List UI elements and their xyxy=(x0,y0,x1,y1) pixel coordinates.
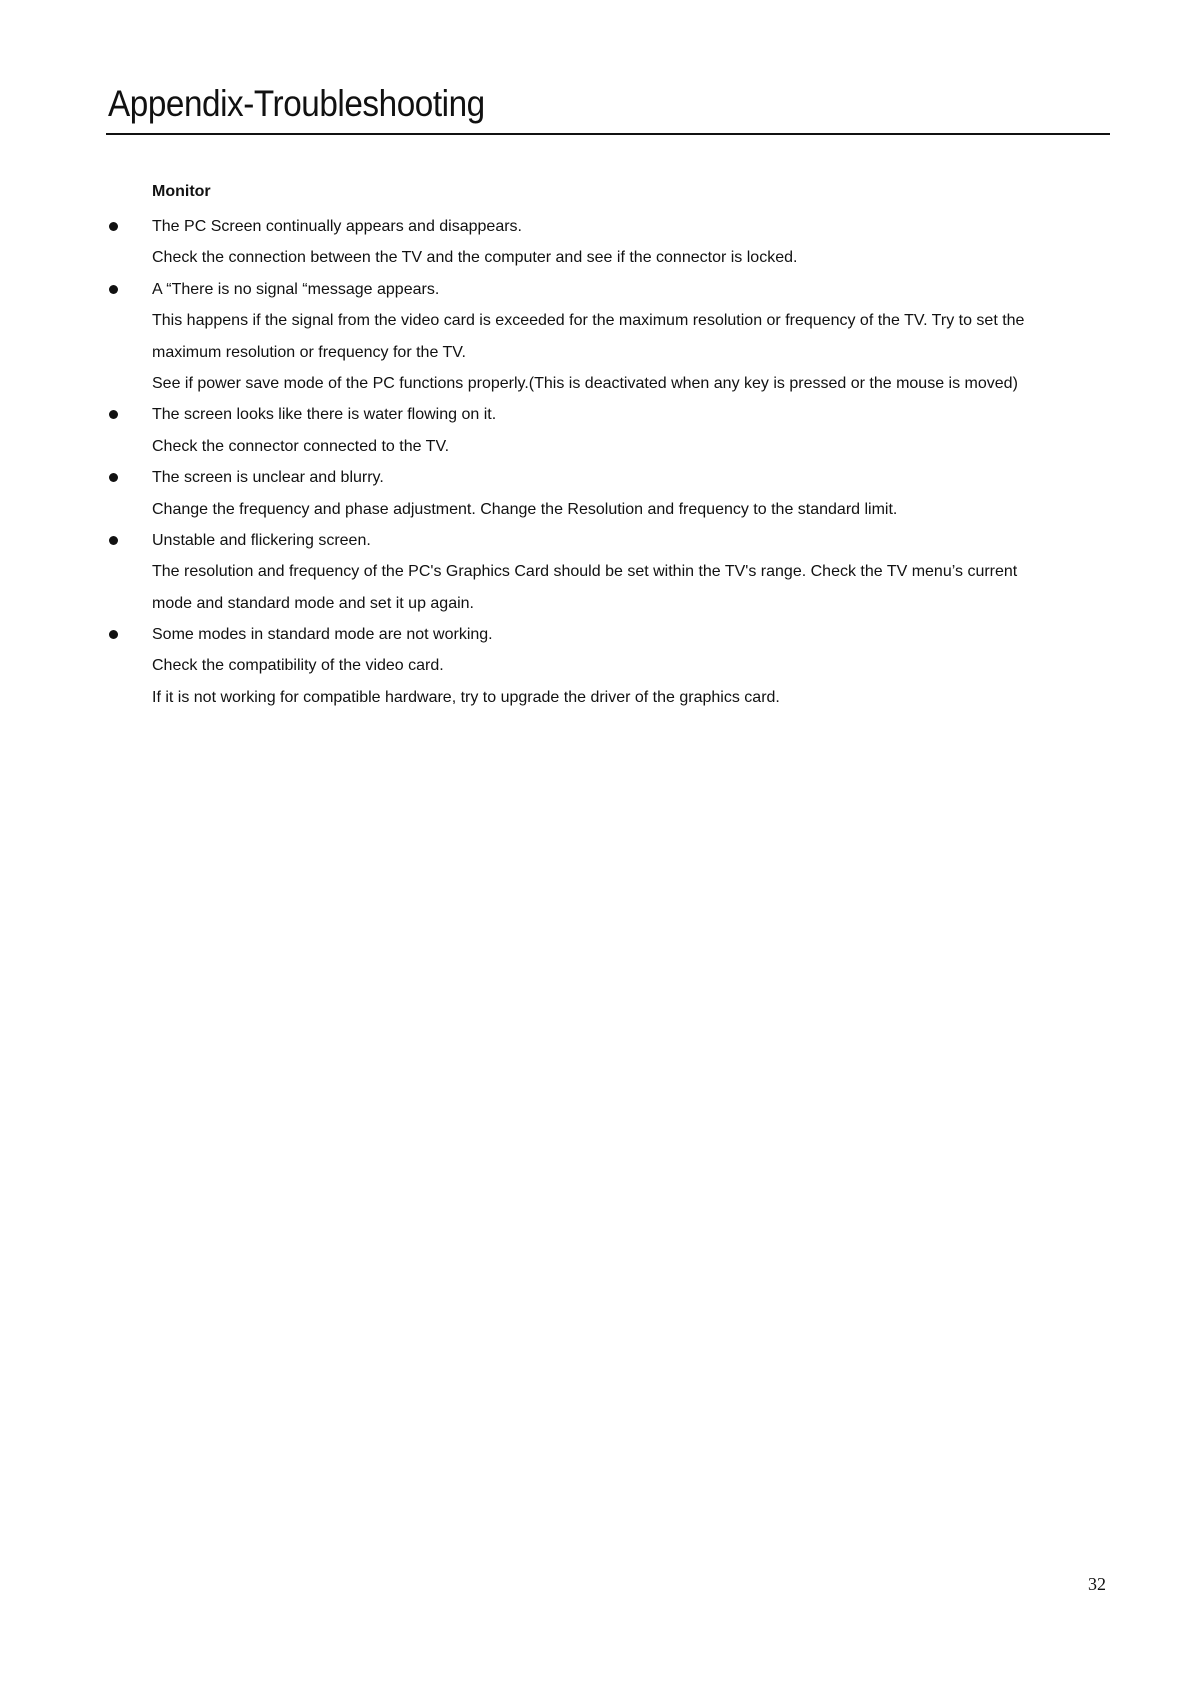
remedy-text: Check the connection between the TV and the computer and see if the connector is locked. xyxy=(152,249,798,267)
symptom-text: The PC Screen continually appears and disappears. xyxy=(152,218,522,235)
page-number: 32 xyxy=(1088,1574,1106,1594)
remedy-text: See if power save mode of the PC functions properly.(This is deactivated when any key is pressed or the mouse is moved) xyxy=(152,374,1018,392)
troubleshooting-item xyxy=(0,399,1190,462)
troubleshooting-item xyxy=(0,525,1190,619)
remedy-text: This happens if the signal from the video card is exceeded for the maximum resolution or frequency of the TV. Try to set the xyxy=(152,312,1025,330)
symptom-text: The screen looks like there is water flowing on it. xyxy=(152,406,497,424)
remedy-text: The resolution and frequency of the PC's Graphics Card should be set within the TV's range. Check the TV menu’s current xyxy=(152,563,1018,581)
bullet-icon xyxy=(109,473,118,482)
remedy-text: Change the frequency and phase adjustment. Change the Resolution and frequency to the standard limit. xyxy=(152,500,898,518)
bullet-icon xyxy=(109,536,118,545)
bullet-icon xyxy=(109,410,118,419)
remedy-text: If it is not working for compatible hardware, try to upgrade the driver of the graphics card. xyxy=(152,688,780,706)
remedy-text: Check the compatibility of the video card. xyxy=(152,657,444,675)
symptom-text: Unstable and flickering screen. xyxy=(152,531,371,549)
bullet-icon xyxy=(109,285,118,294)
troubleshooting-item xyxy=(0,274,1190,400)
title-underline xyxy=(106,133,1110,135)
remedy-text: maximum resolution or frequency for the TV. xyxy=(152,343,466,361)
troubleshooting-item xyxy=(0,619,1190,713)
symptom-text: A “There is no signal “message appears. xyxy=(152,280,440,298)
section-heading: Monitor xyxy=(152,183,211,200)
bullet-icon xyxy=(109,222,118,231)
troubleshooting-list xyxy=(0,211,1190,713)
symptom-text: The screen is unclear and blurry. xyxy=(152,469,384,487)
remedy-text: mode and standard mode and set it up again. xyxy=(152,594,474,612)
page-title: Appendix-Troubleshooting xyxy=(108,83,485,124)
symptom-text: Some modes in standard mode are not working. xyxy=(152,626,493,644)
bullet-icon xyxy=(109,630,118,639)
troubleshooting-item xyxy=(0,462,1190,525)
remedy-text: Check the connector connected to the TV. xyxy=(152,437,450,455)
troubleshooting-item xyxy=(0,211,1190,274)
